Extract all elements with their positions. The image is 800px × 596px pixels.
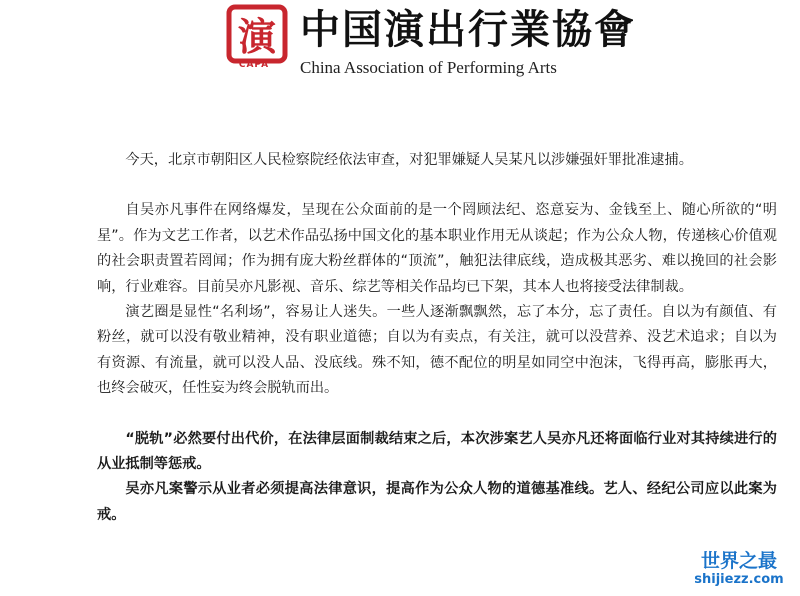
watermark-chinese: 世界之最 [700,550,777,572]
seal-character: 演 [237,14,277,59]
paragraph-1: 今天，北京市朝阳区人民检察院经依法审查，对犯罪嫌疑人吴某凡以涉嫌强奸罪批准逮捕。 [125,152,693,168]
seal-caption: CAPA [238,60,270,70]
paragraph-3: 演艺圈是显性“名利场”，容易让人迷失。一些人逐渐飘飘然，忘了本分，忘了责任。自以为有颜值、有粉丝，就可以没有敬业精神，没有职业道德；自以为有卖点，有关注，就可以没营养、没艺术追求；自以为有资源、有流量，就可以没人品、没底线。殊不知，德不配位的明星如同空中泡沫，飞得再高，膨胀再大，也终会破灭，任性妄为终会脱轨而出。 [97,304,777,397]
statement-body [97,148,777,528]
watermark-url: shijiezz.com [694,572,784,587]
org-name-english: China Association of Performing Arts [300,58,557,77]
paragraph-5: 吴亦凡案警示从业者必须提高法律意识，提高作为公众人物的道德基准线。艺人、经纪公司应以此案为戒。 [97,481,777,523]
org-name-chinese: 中国演出行業協會 [300,6,636,53]
paragraph-4: “脱轨”必然要付出代价，在法律层面制裁结束之后，本次涉案艺人吴亦凡还将面临行业对其持续进行的从业抵制等惩戒。 [97,430,777,473]
header [0,0,800,90]
watermark [684,550,794,588]
paragraph-2: 自吴亦凡事件在网络爆发，呈现在公众面前的是一个罔顾法纪、恣意妄为、金钱至上、随心所欲的“明星”。作为文艺工作者，以艺术作品弘扬中国文化的基本职业作用无从谈起；作为公众人物，传递核心价值观的社会职责置若罔闻；作为拥有庞大粉丝群体的“顶流”，触犯法律底线，造成极其恶劣、难以挽回的社会影响，行业难容。目前吴亦凡影视、音乐、综艺等相关作品均已下架，其本人也将接受法律制裁。 [97,202,777,295]
